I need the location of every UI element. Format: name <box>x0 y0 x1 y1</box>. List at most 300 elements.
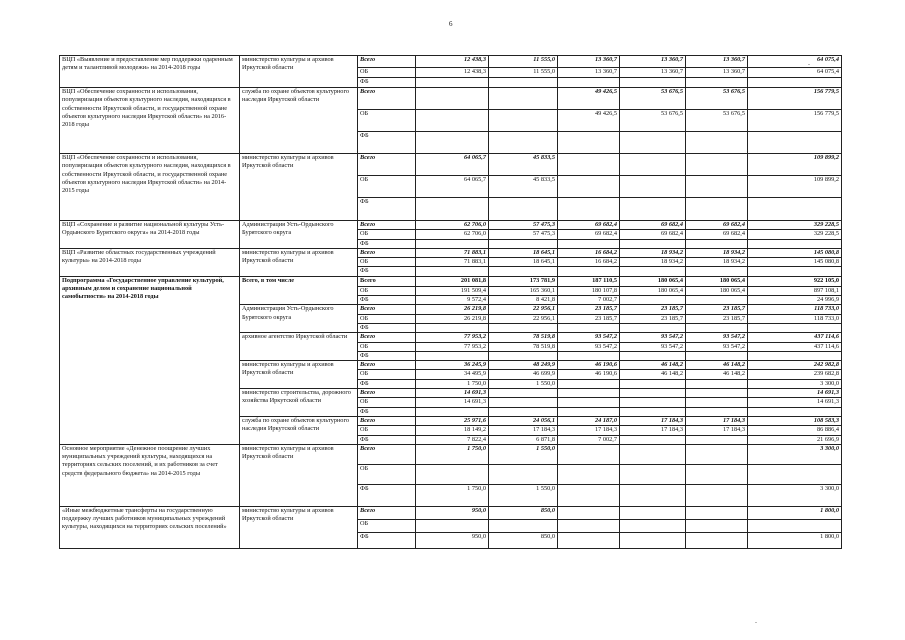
amount-cell <box>748 351 842 360</box>
amount-cell <box>686 132 748 154</box>
program-name: Основное мероприятие «Денежное поощрение лучших муниципальных учреждений культуры, находящихся на территориях сельских поселений, и их работников за счет средств федерального бюджета» на 2014-2015 годы <box>60 444 240 506</box>
amount-cell: 13 360,7 <box>686 56 748 68</box>
amount-cell <box>489 132 558 154</box>
amount-cell <box>558 484 620 506</box>
amount-cell: 36 245,9 <box>416 361 489 370</box>
source-type: ФБ <box>358 484 416 506</box>
amount-cell: 18 934,2 <box>686 258 748 267</box>
amount-cell <box>620 389 686 398</box>
amount-cell: 14 691,3 <box>416 389 489 398</box>
amount-cell: 22 956,1 <box>489 314 558 323</box>
executor: Администрация Усть-Ордынского Бурятского округа <box>240 305 358 333</box>
amount-cell: 78 519,8 <box>489 342 558 351</box>
amount-cell <box>489 389 558 398</box>
amount-cell <box>620 398 686 407</box>
amount-cell: 23 185,7 <box>558 314 620 323</box>
amount-cell: 46 148,2 <box>620 361 686 370</box>
amount-cell: 437 114,6 <box>748 333 842 342</box>
amount-cell: 77 953,2 <box>416 333 489 342</box>
amount-cell: 9 572,4 <box>416 296 489 305</box>
amount-cell <box>489 88 558 110</box>
amount-cell <box>620 154 686 176</box>
amount-cell: 23 185,7 <box>686 305 748 314</box>
amount-cell: 329 228,5 <box>748 230 842 239</box>
amount-cell: 1 750,0 <box>416 444 489 464</box>
amount-cell: 3 300,0 <box>748 484 842 506</box>
amount-cell <box>558 379 620 388</box>
amount-cell <box>620 198 686 221</box>
amount-cell <box>558 267 620 276</box>
amount-cell <box>489 398 558 407</box>
amount-cell: 1 750,0 <box>416 484 489 506</box>
program-name: ВЦП «Обеспечение сохранности и использования, популяризация объектов культурного наследия, находящихся в собственности Иркутской области, и государственной охране объектов культурного наследия Иркутской области» на 2014-2015 годы <box>60 154 240 221</box>
amount-cell <box>620 435 686 444</box>
scan-speck <box>755 622 757 623</box>
amount-cell: 57 475,3 <box>489 221 558 230</box>
source-type: ОБ <box>358 258 416 267</box>
amount-cell: 180 065,4 <box>620 276 686 286</box>
amount-cell: 1 750,0 <box>416 379 489 388</box>
amount-cell: 180 065,4 <box>620 286 686 295</box>
amount-cell <box>686 407 748 416</box>
amount-cell <box>558 506 620 519</box>
source-type: Всего <box>358 248 416 257</box>
amount-cell <box>748 132 842 154</box>
amount-cell: 49 426,5 <box>558 88 620 110</box>
amount-cell: 78 519,8 <box>489 333 558 342</box>
source-type: ФБ <box>358 379 416 388</box>
amount-cell <box>416 519 489 532</box>
amount-cell <box>489 239 558 248</box>
amount-cell <box>620 532 686 548</box>
amount-cell: 897 108,1 <box>748 286 842 295</box>
amount-cell: 180 065,4 <box>686 286 748 295</box>
amount-cell: 22 956,1 <box>489 305 558 314</box>
amount-cell: 45 833,5 <box>489 176 558 198</box>
amount-cell: 93 547,2 <box>620 342 686 351</box>
source-type: ФБ <box>358 323 416 332</box>
source-type: ФБ <box>358 407 416 416</box>
amount-cell <box>620 78 686 88</box>
amount-cell: 16 684,2 <box>558 248 620 257</box>
amount-cell: 180 107,8 <box>558 286 620 295</box>
amount-cell: 69 682,4 <box>558 221 620 230</box>
amount-cell: 8 421,8 <box>489 296 558 305</box>
source-type: ФБ <box>358 239 416 248</box>
amount-cell: 24 187,0 <box>558 416 620 425</box>
amount-cell: 93 547,2 <box>686 333 748 342</box>
amount-cell: 11 555,0 <box>489 68 558 78</box>
source-type: ФБ <box>358 296 416 305</box>
amount-cell: 46 699,9 <box>489 370 558 379</box>
amount-cell <box>686 379 748 388</box>
amount-cell: 64 075,4 <box>748 68 842 78</box>
source-type: ОБ <box>358 519 416 532</box>
source-type: Всего <box>358 444 416 464</box>
amount-cell: 109 899,2 <box>748 176 842 198</box>
amount-cell <box>558 176 620 198</box>
amount-cell <box>620 351 686 360</box>
amount-cell <box>489 407 558 416</box>
amount-cell: 109 899,2 <box>748 154 842 176</box>
amount-cell <box>558 154 620 176</box>
amount-cell: 21 696,9 <box>748 435 842 444</box>
amount-cell <box>558 323 620 332</box>
amount-cell <box>558 198 620 221</box>
amount-cell <box>558 532 620 548</box>
source-type: ОБ <box>358 342 416 351</box>
amount-cell: 62 706,0 <box>416 221 489 230</box>
amount-cell: 3 300,0 <box>748 379 842 388</box>
amount-cell <box>686 506 748 519</box>
amount-cell <box>416 351 489 360</box>
amount-cell <box>489 351 558 360</box>
amount-cell: 17 184,3 <box>620 416 686 425</box>
amount-cell <box>620 132 686 154</box>
source-type: ОБ <box>358 110 416 132</box>
program-name: ВЦП «Выявление и предоставление мер поддержки одаренным детям и талантливой молодежи» на 2014-2018 годы <box>60 56 240 88</box>
amount-cell: 71 883,1 <box>416 258 489 267</box>
amount-cell: 18 934,2 <box>620 248 686 257</box>
source-type: ОБ <box>358 68 416 78</box>
amount-cell <box>489 78 558 88</box>
amount-cell <box>686 296 748 305</box>
amount-cell: 1 550,0 <box>489 444 558 464</box>
table-row <box>60 506 842 519</box>
amount-cell: 118 733,0 <box>748 305 842 314</box>
executor: министерство культуры и архивов Иркутской области <box>240 506 358 548</box>
source-type: Всего <box>358 221 416 230</box>
amount-cell <box>620 239 686 248</box>
amount-cell <box>686 398 748 407</box>
amount-cell: 850,0 <box>489 532 558 548</box>
amount-cell: 187 110,5 <box>558 276 620 286</box>
amount-cell <box>489 198 558 221</box>
amount-cell <box>416 198 489 221</box>
amount-cell <box>620 464 686 484</box>
table-row <box>60 444 842 464</box>
page-number: 6 <box>449 20 453 28</box>
amount-cell: 3 300,0 <box>748 444 842 464</box>
program-name: Подпрограмма «Государственное управление культурой, архивным делом и сохранение национальной самобытности» на 2014-2018 годы <box>60 276 240 444</box>
amount-cell <box>748 323 842 332</box>
amount-cell: 13 360,7 <box>686 68 748 78</box>
amount-cell: 17 184,3 <box>558 426 620 435</box>
amount-cell: 11 555,0 <box>489 56 558 68</box>
amount-cell: 13 360,7 <box>558 56 620 68</box>
amount-cell: 13 360,7 <box>620 56 686 68</box>
amount-cell <box>558 444 620 464</box>
amount-cell: 64 065,7 <box>416 154 489 176</box>
executor: Всего, в том числе <box>240 276 358 305</box>
amount-cell: 77 953,2 <box>416 342 489 351</box>
program-name: ВЦП «Обеспечение сохранности и использования, популяризация объектов культурного наследия, находящихся в собственности Иркутской области, и государственной охране объектов культурного наследия Иркутской области» на 2016-2018 годы <box>60 88 240 154</box>
amount-cell: 7 822,4 <box>416 435 489 444</box>
source-type: ФБ <box>358 532 416 548</box>
amount-cell <box>748 464 842 484</box>
amount-cell: 12 438,3 <box>416 68 489 78</box>
amount-cell: 53 676,5 <box>620 110 686 132</box>
amount-cell: 239 682,8 <box>748 370 842 379</box>
amount-cell <box>686 239 748 248</box>
source-type: Всего <box>358 88 416 110</box>
amount-cell: 17 184,3 <box>686 426 748 435</box>
amount-cell: 46 190,6 <box>558 370 620 379</box>
amount-cell <box>620 444 686 464</box>
amount-cell: 18 934,2 <box>686 248 748 257</box>
amount-cell: 69 682,4 <box>686 230 748 239</box>
amount-cell <box>558 398 620 407</box>
amount-cell: 69 682,4 <box>620 230 686 239</box>
executor: министерство культуры и архивов Иркутской области <box>240 361 358 389</box>
table-row <box>60 221 842 230</box>
amount-cell <box>620 176 686 198</box>
amount-cell: 93 547,2 <box>686 342 748 351</box>
amount-cell <box>620 484 686 506</box>
amount-cell: 1 800,0 <box>748 532 842 548</box>
source-type: ОБ <box>358 464 416 484</box>
amount-cell: 69 682,4 <box>620 221 686 230</box>
table-row <box>60 248 842 257</box>
table-row <box>60 276 842 286</box>
amount-cell: 118 733,0 <box>748 314 842 323</box>
amount-cell: 45 833,5 <box>489 154 558 176</box>
amount-cell: 850,0 <box>489 506 558 519</box>
amount-cell <box>558 389 620 398</box>
amount-cell: 53 676,5 <box>686 88 748 110</box>
amount-cell: 57 475,3 <box>489 230 558 239</box>
amount-cell <box>416 464 489 484</box>
amount-cell: 18 645,1 <box>489 258 558 267</box>
source-type: Всего <box>358 56 416 68</box>
amount-cell: 93 547,2 <box>558 333 620 342</box>
amount-cell: 24 996,9 <box>748 296 842 305</box>
amount-cell: 7 002,7 <box>558 296 620 305</box>
source-type: Всего <box>358 276 416 286</box>
amount-cell <box>489 519 558 532</box>
amount-cell <box>558 78 620 88</box>
source-type: ОБ <box>358 370 416 379</box>
executor: служба по охране объектов культурного наследия Иркутской области <box>240 416 358 444</box>
amount-cell: 53 676,5 <box>686 110 748 132</box>
amount-cell: 24 056,1 <box>489 416 558 425</box>
amount-cell: 17 184,3 <box>620 426 686 435</box>
amount-cell: 108 583,3 <box>748 416 842 425</box>
amount-cell: 23 185,7 <box>620 314 686 323</box>
executor: архивное агентство Иркутской области <box>240 333 358 361</box>
amount-cell <box>489 267 558 276</box>
amount-cell: 329 228,5 <box>748 221 842 230</box>
amount-cell: 922 105,0 <box>748 276 842 286</box>
amount-cell: 25 971,6 <box>416 416 489 425</box>
amount-cell <box>489 110 558 132</box>
amount-cell <box>620 407 686 416</box>
amount-cell: 1 550,0 <box>489 484 558 506</box>
amount-cell <box>489 464 558 484</box>
amount-cell <box>748 519 842 532</box>
executor: служба по охране объектов культурного наследия Иркутской области <box>240 88 358 154</box>
amount-cell: 71 883,1 <box>416 248 489 257</box>
amount-cell <box>558 132 620 154</box>
amount-cell <box>416 78 489 88</box>
program-name: «Иные межбюджетные трансферты на государственную поддержку лучших работников муниципальных учреждений культуры, находящихся на территориях сельских поселений» <box>60 506 240 548</box>
amount-cell: 165 360,1 <box>489 286 558 295</box>
program-name: ВЦП «Развитие областных государственных учреждений культуры» на 2014-2018 годы <box>60 248 240 276</box>
amount-cell <box>620 296 686 305</box>
table-row <box>60 154 842 176</box>
amount-cell: 18 934,2 <box>620 258 686 267</box>
amount-cell: 26 219,8 <box>416 305 489 314</box>
amount-cell <box>686 267 748 276</box>
amount-cell: 53 676,5 <box>620 88 686 110</box>
amount-cell <box>416 239 489 248</box>
amount-cell: 242 982,8 <box>748 361 842 370</box>
amount-cell: 1 800,0 <box>748 506 842 519</box>
amount-cell: 12 438,3 <box>416 56 489 68</box>
amount-cell: 191 509,4 <box>416 286 489 295</box>
amount-cell: 69 682,4 <box>686 221 748 230</box>
amount-cell <box>416 110 489 132</box>
amount-cell <box>416 132 489 154</box>
amount-cell: 156 779,5 <box>748 110 842 132</box>
amount-cell <box>489 323 558 332</box>
amount-cell: 14 691,3 <box>748 389 842 398</box>
amount-cell: 26 219,8 <box>416 314 489 323</box>
amount-cell <box>686 198 748 221</box>
source-type: Всего <box>358 416 416 425</box>
amount-cell: 34 495,9 <box>416 370 489 379</box>
amount-cell <box>558 464 620 484</box>
amount-cell: 18 645,1 <box>489 248 558 257</box>
source-type: ФБ <box>358 198 416 221</box>
amount-cell <box>686 435 748 444</box>
amount-cell: 173 781,9 <box>489 276 558 286</box>
source-type: ОБ <box>358 176 416 198</box>
amount-cell: 156 779,5 <box>748 88 842 110</box>
funding-table <box>59 55 842 549</box>
source-type: ОБ <box>358 426 416 435</box>
amount-cell: 69 682,4 <box>558 230 620 239</box>
scan-speck <box>808 64 810 65</box>
amount-cell <box>620 519 686 532</box>
source-type: ФБ <box>358 351 416 360</box>
amount-cell: 64 075,4 <box>748 56 842 68</box>
amount-cell: 7 002,7 <box>558 435 620 444</box>
executor: Администрация Усть-Ордынского Бурятского округа <box>240 221 358 249</box>
amount-cell: 86 886,4 <box>748 426 842 435</box>
amount-cell <box>686 519 748 532</box>
source-type: Всего <box>358 361 416 370</box>
amount-cell <box>416 323 489 332</box>
amount-cell: 62 706,0 <box>416 230 489 239</box>
source-type: ФБ <box>358 435 416 444</box>
amount-cell: 23 185,7 <box>558 305 620 314</box>
amount-cell: 48 249,9 <box>489 361 558 370</box>
amount-cell: 950,0 <box>416 506 489 519</box>
amount-cell <box>686 154 748 176</box>
amount-cell <box>748 267 842 276</box>
amount-cell <box>686 323 748 332</box>
amount-cell <box>686 532 748 548</box>
executor: министерство культуры и архивов Иркутской области <box>240 56 358 88</box>
amount-cell <box>686 389 748 398</box>
amount-cell: 145 080,8 <box>748 248 842 257</box>
source-type: Всего <box>358 389 416 398</box>
amount-cell <box>686 176 748 198</box>
amount-cell: 49 426,5 <box>558 110 620 132</box>
amount-cell <box>686 78 748 88</box>
amount-cell: 46 190,6 <box>558 361 620 370</box>
executor: министерство строительства, дорожного хозяйства Иркутской области <box>240 389 358 417</box>
program-name: ВЦП «Сохранение и развитие национальной культуры Усть-Ордынского Бурятского округа» на 2014-2018 годы <box>60 221 240 249</box>
amount-cell <box>686 444 748 464</box>
amount-cell <box>748 239 842 248</box>
amount-cell <box>748 198 842 221</box>
table-row <box>60 88 842 110</box>
amount-cell: 64 065,7 <box>416 176 489 198</box>
executor: министерство культуры и архивов Иркутской области <box>240 248 358 276</box>
amount-cell <box>416 267 489 276</box>
amount-cell: 23 185,7 <box>686 314 748 323</box>
amount-cell: 16 684,2 <box>558 258 620 267</box>
amount-cell <box>620 323 686 332</box>
source-type: Всего <box>358 305 416 314</box>
amount-cell <box>416 407 489 416</box>
amount-cell <box>620 379 686 388</box>
source-type: ОБ <box>358 314 416 323</box>
amount-cell: 46 148,2 <box>686 361 748 370</box>
amount-cell: 18 149,2 <box>416 426 489 435</box>
amount-cell <box>558 407 620 416</box>
source-type: ФБ <box>358 78 416 88</box>
amount-cell: 46 148,2 <box>686 370 748 379</box>
amount-cell: 93 547,2 <box>620 333 686 342</box>
amount-cell <box>620 506 686 519</box>
executor: министерство культуры и архивов Иркутской области <box>240 154 358 221</box>
amount-cell: 93 547,2 <box>558 342 620 351</box>
amount-cell: 23 185,7 <box>620 305 686 314</box>
amount-cell: 13 360,7 <box>558 68 620 78</box>
amount-cell <box>558 519 620 532</box>
source-type: ОБ <box>358 286 416 295</box>
amount-cell: 437 114,6 <box>748 342 842 351</box>
amount-cell: 13 360,7 <box>620 68 686 78</box>
source-type: ОБ <box>358 230 416 239</box>
amount-cell: 17 184,3 <box>686 416 748 425</box>
amount-cell: 17 184,3 <box>489 426 558 435</box>
source-type: Всего <box>358 154 416 176</box>
amount-cell <box>748 78 842 88</box>
amount-cell: 201 081,8 <box>416 276 489 286</box>
amount-cell: 180 065,4 <box>686 276 748 286</box>
source-type: ОБ <box>358 398 416 407</box>
amount-cell <box>558 239 620 248</box>
source-type: Всего <box>358 333 416 342</box>
amount-cell: 145 080,8 <box>748 258 842 267</box>
table-row <box>60 56 842 68</box>
amount-cell <box>686 484 748 506</box>
source-type: Всего <box>358 506 416 519</box>
amount-cell <box>686 464 748 484</box>
amount-cell: 46 148,2 <box>620 370 686 379</box>
amount-cell: 14 691,3 <box>416 398 489 407</box>
amount-cell: 1 550,0 <box>489 379 558 388</box>
amount-cell <box>416 88 489 110</box>
amount-cell <box>686 351 748 360</box>
amount-cell <box>558 351 620 360</box>
source-type: ФБ <box>358 132 416 154</box>
executor: министерство культуры и архивов Иркутской области <box>240 444 358 506</box>
